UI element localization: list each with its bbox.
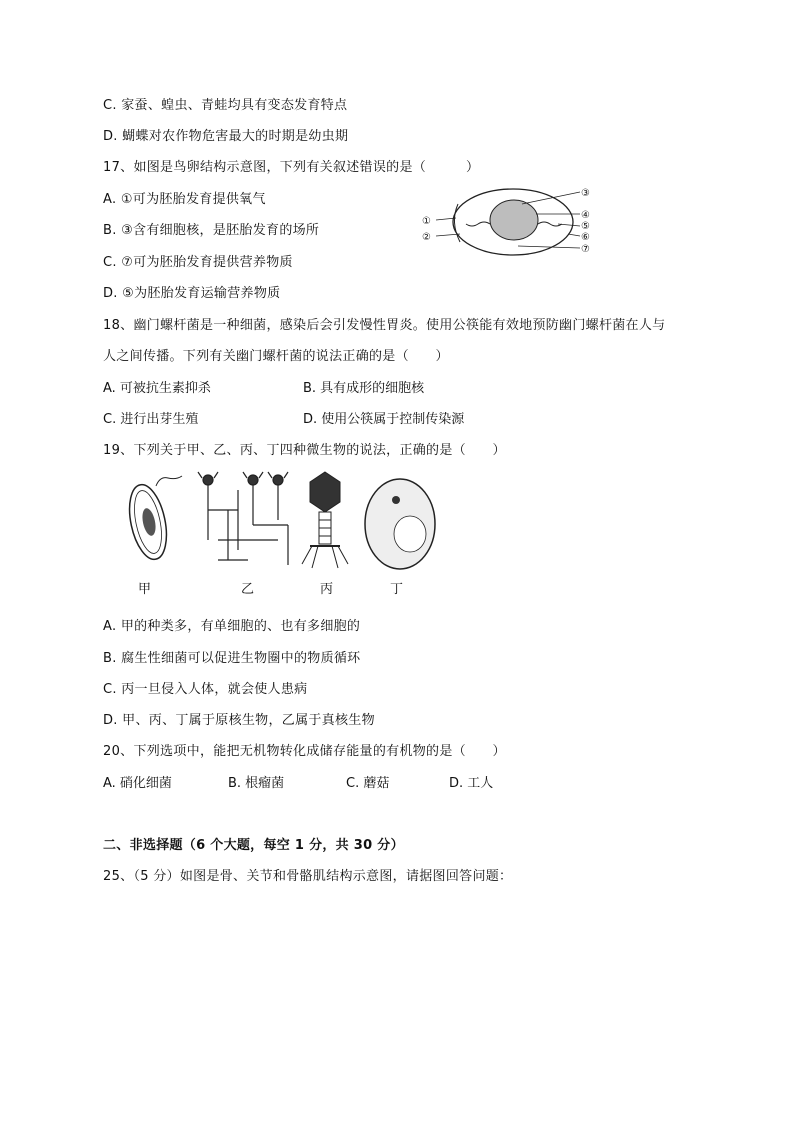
question-25: 25、（5 分）如图是骨、关节和骨骼肌结构示意图，请据图回答问题： bbox=[103, 869, 513, 884]
microbe-figure bbox=[118, 470, 448, 600]
egg-label-6: ⑥ bbox=[581, 232, 590, 243]
microbe-label-jia: 甲 bbox=[138, 582, 152, 597]
section-2-heading: 二、非选择题（6 个大题，每空 1 分，共 30 分） bbox=[103, 838, 404, 853]
q17-option-c: C. ⑦可为胚胎发育提供营养物质 bbox=[103, 255, 293, 270]
bacterium-drawing bbox=[123, 476, 182, 563]
yeast-drawing bbox=[365, 479, 435, 569]
q20-option-d: D. 工人 bbox=[449, 776, 494, 791]
question-19: 19、下列关于甲、乙、丙、丁四种微生物的说法，正确的是（ ） bbox=[103, 443, 506, 458]
egg-structure-figure bbox=[418, 182, 598, 262]
option-line-d-prev: D. 蝴蝶对农作物危害最大的时期是幼虫期 bbox=[103, 129, 349, 144]
q19-option-d: D. 甲、丙、丁属于原核生物，乙属于真核生物 bbox=[103, 713, 375, 728]
egg-label-2: ② bbox=[422, 232, 431, 243]
question-20: 20、下列选项中，能把无机物转化成储存能量的有机物的是（ ） bbox=[103, 744, 506, 759]
egg-label-5: ⑤ bbox=[581, 221, 590, 232]
microbe-drawings bbox=[118, 470, 448, 580]
microbe-label-bing: 丙 bbox=[320, 582, 334, 597]
question-18-line1: 18、幽门螺杆菌是一种细菌，感染后会引发慢性胃炎。使用公筷能有效地预防幽门螺杆菌在人与 bbox=[103, 318, 666, 333]
mold-drawing bbox=[198, 472, 288, 565]
q19-option-c: C. 丙一旦侵入人体，就会使人患病 bbox=[103, 682, 308, 697]
q18-option-c: C. 进行出芽生殖 bbox=[103, 412, 199, 427]
egg-label-4: ④ bbox=[581, 210, 590, 221]
virus-drawing bbox=[302, 472, 348, 568]
q20-option-a: A. 硝化细菌 bbox=[103, 776, 172, 791]
q17-option-a: A. ①可为胚胎发育提供氧气 bbox=[103, 192, 266, 207]
q19-option-b: B. 腐生性细菌可以促进生物圈中的物质循环 bbox=[103, 651, 361, 666]
q20-option-c: C. 蘑菇 bbox=[346, 776, 390, 791]
question-17: 17、如图是鸟卵结构示意图，下列有关叙述错误的是（ ） bbox=[103, 160, 480, 175]
option-line-c-prev: C. 家蚕、蝗虫、青蛙均具有变态发育特点 bbox=[103, 98, 348, 113]
microbe-label-ding: 丁 bbox=[390, 582, 404, 597]
microbe-label-yi: 乙 bbox=[241, 582, 255, 597]
q19-option-a: A. 甲的种类多，有单细胞的、也有多细胞的 bbox=[103, 619, 361, 634]
egg-label-3: ③ bbox=[581, 188, 590, 199]
q17-option-b: B. ③含有细胞核，是胚胎发育的场所 bbox=[103, 223, 320, 238]
q20-option-b: B. 根瘤菌 bbox=[228, 776, 285, 791]
egg-label-1: ① bbox=[422, 216, 431, 227]
egg-diagram bbox=[418, 182, 598, 262]
q18-option-a: A. 可被抗生素抑杀 bbox=[103, 381, 211, 396]
q18-option-d: D. 使用公筷属于控制传染源 bbox=[303, 412, 465, 427]
egg-label-7: ⑦ bbox=[581, 244, 590, 255]
q17-option-d: D. ⑤为胚胎发育运输营养物质 bbox=[103, 286, 281, 301]
question-18-line2: 人之间传播。下列有关幽门螺杆菌的说法正确的是（ ） bbox=[103, 349, 449, 364]
q18-option-b: B. 具有成形的细胞核 bbox=[303, 381, 425, 396]
